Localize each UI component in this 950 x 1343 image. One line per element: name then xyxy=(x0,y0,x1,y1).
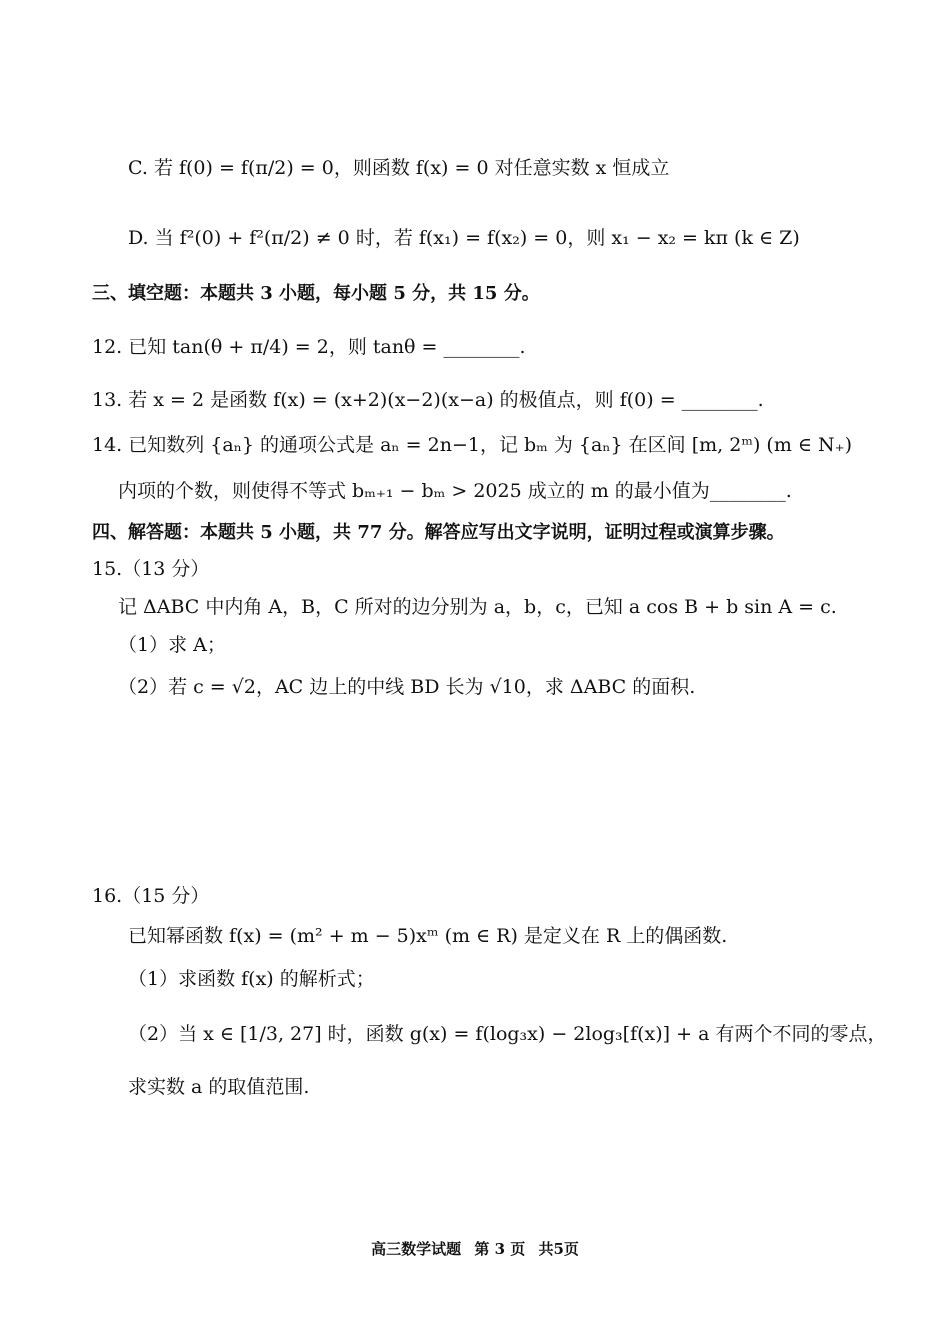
section-fill-in-heading: 三、填空题：本题共 3 小题，每小题 5 分，共 15 分。 xyxy=(92,283,540,304)
question-15-part-2: （2）若 c = √2，AC 边上的中线 BD 长为 √10，求 ΔABC 的面积. xyxy=(118,676,696,698)
question-15-stem: 记 ΔABC 中内角 A，B，C 所对的边分别为 a，b，c，已知 a cos B + b sin A = c. xyxy=(118,596,837,618)
question-14-line-2: 内项的个数，则使得不等式 bₘ₊₁ − bₘ > 2025 成立的 m 的最小值为________. xyxy=(118,480,792,502)
footer-page-number: 第 3 页 xyxy=(474,1240,526,1258)
question-16-part-2: （2）当 x ∈ [1/3, 27] 时，函数 g(x) = f(log₃x) − 2log₃[f(x)] + a 有两个不同的零点， xyxy=(128,1023,887,1045)
question-15-part-1: （1）求 A； xyxy=(118,634,226,656)
question-13: 13. 若 x = 2 是函数 f(x) = (x+2)(x−2)(x−a) 的极值点，则 f(0) = ________. xyxy=(92,389,764,411)
question-16-part-2-continued: 求实数 a 的取值范围. xyxy=(128,1076,310,1098)
question-14-line-1: 14. 已知数列 {aₙ} 的通项公式是 aₙ = 2n−1，记 bₘ 为 {aₙ} 在区间 [m, 2ᵐ) (m ∈ N₊) xyxy=(92,434,853,456)
page-footer xyxy=(0,1238,950,1259)
question-12: 12. 已知 tan(θ + π/4) = 2，则 tanθ = ________. xyxy=(92,336,526,358)
footer-total-pages: 共5页 xyxy=(538,1240,579,1258)
section-answer-heading: 四、解答题：本题共 5 小题，共 77 分。解答应写出文字说明，证明过程或演算步骤。 xyxy=(92,522,785,543)
option-c: C. 若 f(0) = f(π/2) = 0，则函数 f(x) = 0 对任意实数 x 恒成立 xyxy=(128,157,670,179)
question-16-title: 16.（15 分） xyxy=(92,885,210,907)
question-15-title: 15.（13 分） xyxy=(92,558,210,580)
question-16-part-1: （1）求函数 f(x) 的解析式； xyxy=(128,968,375,990)
question-16-stem: 已知幂函数 f(x) = (m² + m − 5)xᵐ (m ∈ R) 是定义在 R 上的偶函数. xyxy=(128,925,728,947)
option-d: D. 当 f²(0) + f²(π/2) ≠ 0 时，若 f(x₁) = f(x₂) = 0，则 x₁ − x₂ = kπ (k ∈ Z) xyxy=(128,227,800,249)
footer-subject: 高三数学试题 xyxy=(371,1240,462,1258)
